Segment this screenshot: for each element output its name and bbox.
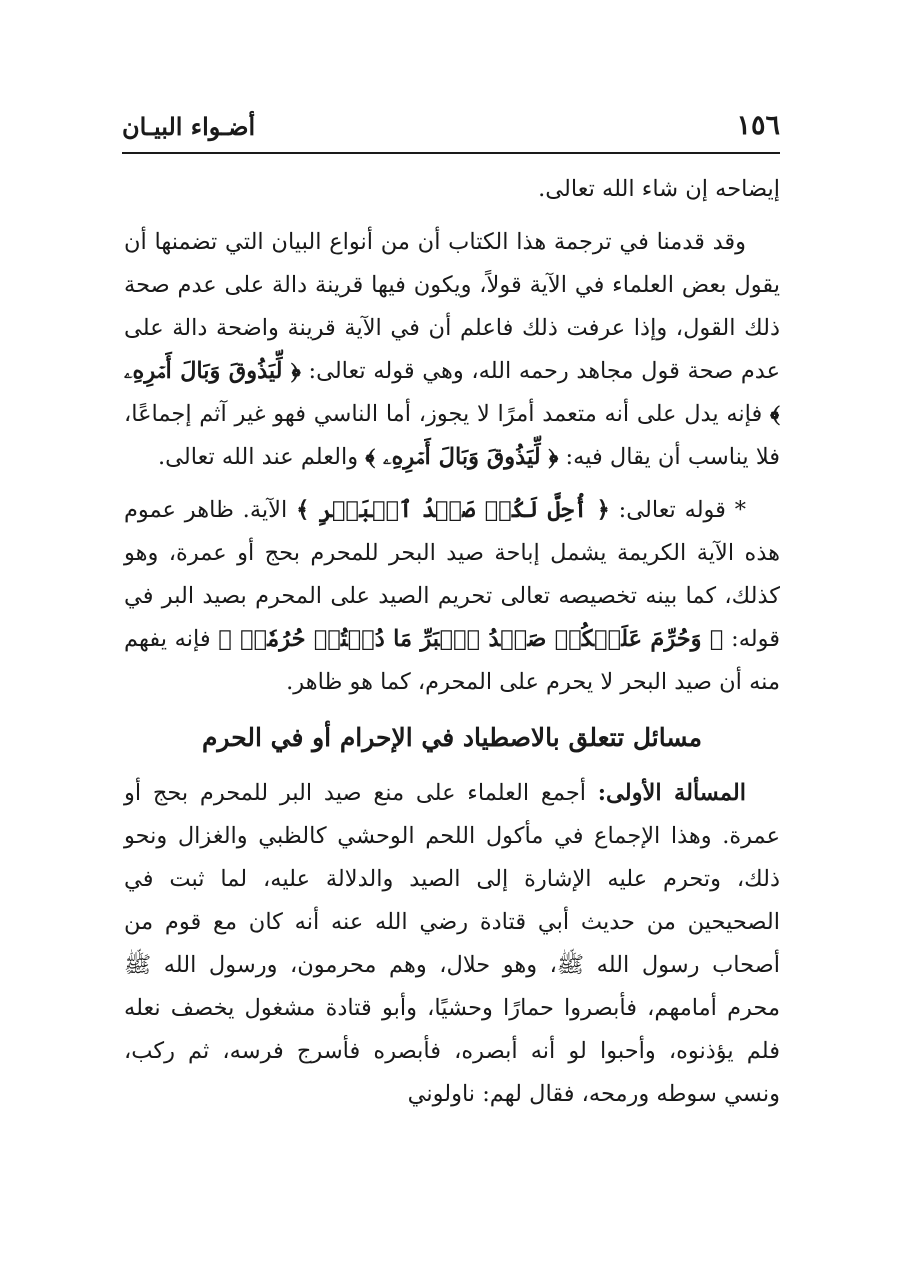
paragraph-continuation: إيضاحه إن شاء الله تعالى. xyxy=(538,176,780,202)
page-header xyxy=(122,108,780,154)
paragraph-mujahid-refutation xyxy=(124,221,780,479)
paragraph-text: أجمع العلماء على منع صيد البر للمحرم بحج أو عمرة. وهذا الإجماع في مأكول اللحم الوحشي كالظبي والغزال ونحو ذلك، وتحرم عليه الإشارة إلى الصيد والدلالة عليه، لما ثبت في الصحيحين من حديث أبي قتادة رضي الله عنه أنه كان مع قوم من أصحاب رسول الله ﷺ، وهو حلال، وهم محرمون، ورسول الله ﷺ محرم أمامهم، فأبصروا حمارًا وحشيًا، وأبو قتادة مشغول يخصف نعله فلم يؤذنوه، وأحبوا لو أنه أبصره، فأبصره فأسرج فرسه، ثم ركب، ونسي سوطه ورمحه، فقال لهم: ناولوني xyxy=(124,780,780,1107)
paragraph-text: * قوله تعالى: xyxy=(618,497,747,523)
paragraph-text: الآية. ظاهر عموم هذه الآية الكريمة يشمل إباحة صيد البحر للمحرم بحج أو عمرة، وهو كذلك، كما بينه تخصيصه تعالى تحريم الصيد على المحرم بصيد البر في قوله: xyxy=(124,497,780,652)
paragraph-text: فإنه يفهم منه أن صيد البحر لا يحرم على المحرم، كما هو ظاهر. xyxy=(124,626,780,695)
page-number: ١٥٦ xyxy=(736,110,780,141)
quran-verse-quote: ﴿ أُحِلَّ لَكُمۡ صَيۡدُ ٱلۡبَحۡرِ ﴾ xyxy=(296,497,610,523)
section-heading: مسائل تتعلق بالاصطياد في الإحرام أو في الحرم xyxy=(201,723,703,752)
quran-verse-quote: ﴿ لِّيَذُوقَ وَبَالَ أَمۡرِهِۦ ﴾ xyxy=(124,358,781,427)
page-body xyxy=(124,168,780,1116)
paragraph-sea-game xyxy=(124,489,780,704)
paragraph-issue-one xyxy=(124,772,780,1116)
paragraph-text: فإنه يدل على أنه متعمد أمرًا لا يجوز، أما الناسي فهو غير آثم إجماعًا، فلا يناسب أن يقال فيه: xyxy=(124,401,780,470)
paragraph-text: وقد قدمنا في ترجمة هذا الكتاب أن من أنواع البيان التي تضمنها أن يقول بعض العلماء في الآية قولاً، ويكون فيها قرينة دالة على عدم صحة ذلك القول، وإذا عرفت ذلك فاعلم أن في الآية قرينة واضحة دالة على عدم صحة قول مجاهد رحمه الله، وهي قوله تعالى: xyxy=(124,229,781,384)
quran-verse-quote: ﴿ وَحُرِّمَ عَلَيۡكُمۡ صَيۡدُ ٱلۡبَرِّ مَا دُمۡتُمۡ حُرُمٗاۗ ﴾ xyxy=(218,626,724,652)
issue-label: المسألة الأولى: xyxy=(597,780,746,806)
running-title: أضـواء البيـان xyxy=(122,112,256,141)
quran-verse-quote: ﴿ لِّيَذُوقَ وَبَالَ أَمۡرِهِۦ ﴾ xyxy=(365,444,559,470)
paragraph-text: والعلم عند الله تعالى. xyxy=(158,444,359,470)
